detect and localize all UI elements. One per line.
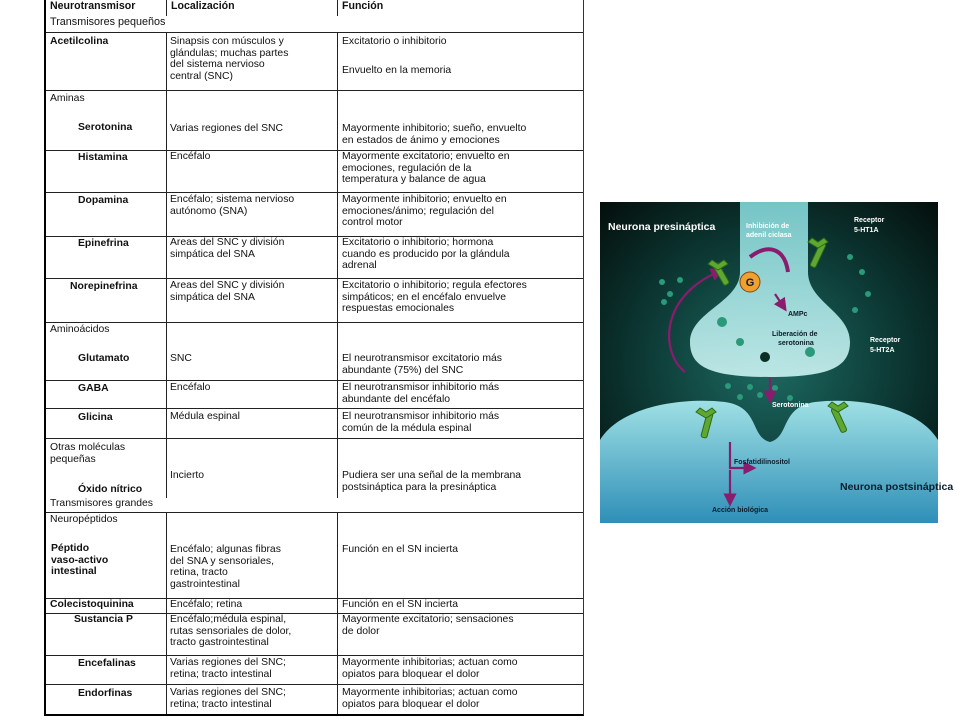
label-fosfatidil: Fosfatidilinositol	[734, 459, 790, 466]
loc-glutamato: SNC	[167, 322, 338, 380]
fn1-acetilcolina: Excitatorio o inhibitorio	[342, 36, 447, 47]
fn-oxido-nitrico: Pudiera ser una señal de la membrana postsináptica para la presináptica	[342, 470, 522, 493]
section-large-transmitters	[46, 498, 583, 513]
loc-norepinefrina: Areas del SNC y división simpática del SNA	[167, 278, 338, 322]
row-peptido	[46, 512, 583, 599]
fn-serotonina: Mayormente inhibitorio; sueño, envuelto en estados de ánimo y emociones	[342, 123, 527, 146]
label-receptor-1: Receptor 5-HT1A	[854, 217, 885, 234]
row-sustancia-p	[46, 613, 583, 656]
loc-endorfinas: Varias regiones del SNC; retina; tracto intestinal	[167, 684, 338, 714]
loc-acetilcolina: Sinapsis con músculos y glándulas; muchas partes del sistema nervioso central (SNC)	[167, 32, 338, 90]
fn-colecistoquinina: Función en el SN incierta	[342, 599, 459, 610]
name-gaba: GABA	[78, 383, 109, 394]
loc-epinefrina: Areas del SNC y división simpática del SNA	[167, 236, 338, 278]
label-presynaptic: Neurona presináptica	[608, 221, 716, 233]
neurotransmitter-table	[44, 0, 584, 716]
fn-sustancia-p: Mayormente excitatorio; sensaciones de dolor	[342, 614, 514, 637]
label-accion: Acción biológica	[712, 507, 769, 514]
name-sustancia-p: Sustancia P	[74, 614, 133, 625]
loc-sustancia-p: Encéfalo;médula espinal, rutas sensoriales de dolor, tracto gastrointestinal	[167, 613, 338, 655]
fn-gaba: El neurotransmisor inhibitorio más abundante del encéfalo	[342, 382, 500, 405]
fn-norepinefrina: Excitatorio o inhibitorio; regula efectores simpáticos; en el encéfalo envuelve respuestas emocionales	[342, 280, 527, 314]
section-small-transmitters	[46, 16, 583, 33]
fn-encefalinas: Mayormente inhibitorias; actuan como opiatos para bloquear el dolor	[342, 657, 518, 680]
loc-gaba: Encéfalo	[167, 380, 338, 408]
fn-dopamina: Mayormente inhibitorio; envuelto en emociones/ánimo; regulación del control motor	[342, 194, 507, 228]
synapse-figure	[600, 202, 954, 523]
row-endorfinas	[46, 684, 583, 714]
loc-dopamina: Encéfalo; sistema nervioso autónomo (SNA)	[167, 192, 338, 236]
name-dopamina: Dopamina	[78, 195, 129, 206]
name-colecistoquinina: Colecistoquinina	[50, 599, 134, 610]
fn-endorfinas: Mayormente inhibitorias; actuan como opiatos para bloquear el dolor	[342, 687, 518, 710]
loc-serotonina: Varias regiones del SNC	[167, 90, 338, 150]
row-dopamina	[46, 192, 583, 237]
name-glicina: Glicina	[78, 412, 113, 423]
row-serotonina	[46, 90, 583, 151]
label-postsynaptic: Neurona postsináptica	[840, 481, 954, 493]
loc-peptido: Encéfalo; algunas fibras del SNA y sensoriales, retina, tracto gastrointestinal	[167, 512, 338, 598]
name-epinefrina: Epinefrina	[78, 238, 129, 249]
fn-epinefrina: Excitatorio o inhibitorio; hormona cuando es producido por la glándula adrenal	[342, 237, 510, 271]
category-aminoacidos: Aminoácidos	[50, 324, 110, 335]
header-funcion: Función	[342, 0, 384, 12]
name-oxido-nitrico: Óxido nítrico	[78, 484, 143, 495]
loc-histamina: Encéfalo	[167, 150, 338, 192]
header-localizacion: Localización	[167, 0, 338, 16]
category-aminas: Aminas	[50, 93, 85, 104]
fn-glutamato: El neurotransmisor excitatorio más abundante (75%) del SNC	[342, 353, 502, 376]
row-oxido-nitrico	[46, 438, 583, 499]
fn-peptido: Función en el SN incierta	[342, 544, 459, 555]
name-encefalinas: Encefalinas	[78, 658, 136, 669]
fn-histamina: Mayormente excitatorio; envuelto en emociones, regulación de la temperatura y balance de agua	[342, 151, 510, 185]
label-campc: AMPc	[788, 311, 808, 318]
name-norepinefrina: Norepinefrina	[70, 281, 138, 292]
row-colecistoquinina	[46, 598, 583, 614]
name-glutamato: Glutamato	[78, 353, 130, 364]
row-acetilcolina	[46, 32, 583, 91]
label-release: Liberación de serotonina	[772, 331, 818, 347]
name-peptido: Péptido vaso-activo intestinal	[51, 543, 109, 577]
loc-colecistoquinina: Encéfalo; retina	[167, 598, 338, 613]
label-inhibition: Inhibición de adenil ciclasa	[746, 223, 792, 239]
fn2-acetilcolina: Envuelto en la memoria	[342, 64, 452, 76]
name-serotonina: Serotonina	[78, 122, 133, 133]
row-norepinefrina	[46, 278, 583, 323]
label-receptor-2: Receptor 5-HT2A	[870, 337, 901, 354]
row-glutamato	[46, 322, 583, 381]
row-epinefrina	[46, 236, 583, 279]
row-glicina	[46, 408, 583, 439]
name-acetilcolina: Acetilcolina	[50, 36, 109, 47]
loc-glicina: Médula espinal	[167, 408, 338, 438]
g-protein-label: G	[745, 277, 755, 289]
section-small-label: Transmisores pequeños	[50, 16, 166, 28]
row-gaba	[46, 380, 583, 409]
loc-oxido-nitrico: Incierto	[167, 438, 338, 498]
fn-glicina: El neurotransmisor inhibitorio más común de la médula espinal	[342, 411, 500, 434]
loc-encefalinas: Varias regiones del SNC; retina; tracto intestinal	[167, 655, 338, 684]
name-histamina: Histamina	[78, 152, 128, 163]
row-encefalinas	[46, 655, 583, 685]
name-endorfinas: Endorfinas	[78, 688, 133, 699]
category-neuropeptidos: Neuropéptidos	[50, 514, 118, 525]
section-large-label: Transmisores grandes	[50, 498, 153, 509]
row-histamina	[46, 150, 583, 193]
header-neurotransmisor: Neurotransmisor	[46, 0, 167, 16]
label-serotonin: Serotonina	[772, 402, 809, 409]
category-otras: Otras moléculas pequeñas	[50, 442, 126, 465]
